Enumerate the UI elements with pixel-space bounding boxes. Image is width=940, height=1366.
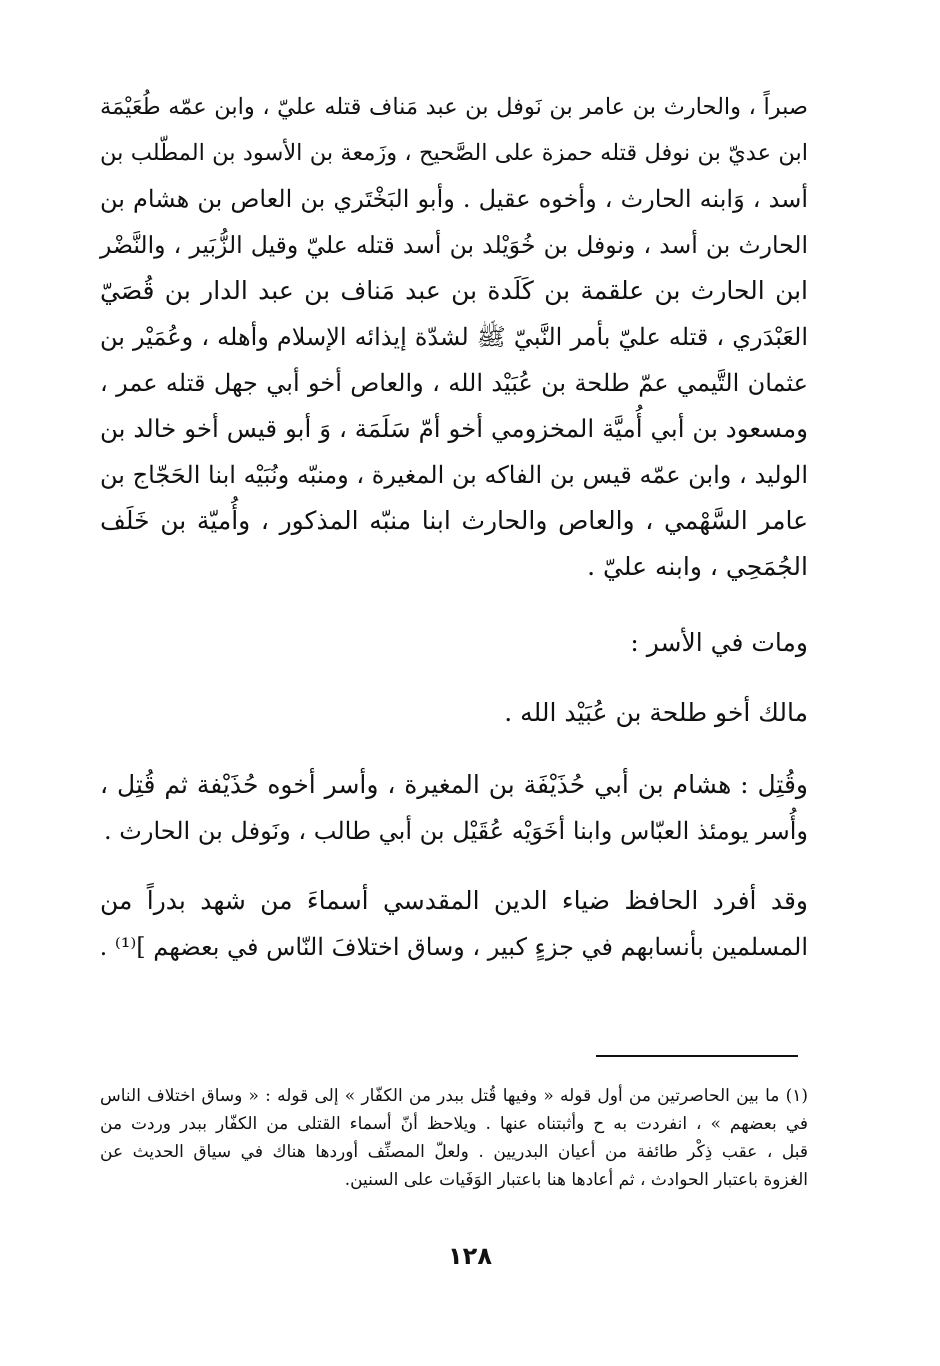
footnote-separator bbox=[596, 1055, 798, 1057]
footnote bbox=[100, 1082, 808, 1194]
text-line: ومسعود بن أبي أُميَّة المخزومي أخو أمّ سَلَمَة ، وَ أبو قيس أخو خالد بن bbox=[100, 414, 808, 443]
text-line: ابن الحارث بن علقمة بن كَلَدة بن عبد مَناف بن عبد الدار بن قُصَيّ bbox=[100, 276, 808, 305]
text-line: وقد أفرد الحافظ ضياء الدين المقدسي أسماءَ من شهد بدراً من bbox=[100, 886, 808, 915]
text-line: وقُتِل : هشام بن أبي حُذَيْفَة بن المغيرة ، وأسر أخوه حُذَيْفة ثم قُتِل ، bbox=[100, 770, 808, 799]
footnote-line: قبل ، عقب ذِكْر طائفة من أعيان البدريين . ولعلّ المصنِّف أوردها هناك في سياق الحديث عن bbox=[100, 1142, 808, 1162]
text-line: صبراً ، والحارث بن عامر بن نَوفل بن عبد مَناف قتله عليّ ، وابن عمّه طُعَيْمَة bbox=[100, 94, 809, 120]
page-number: ١٢٨ bbox=[448, 1242, 492, 1270]
text-line: عامر السَّهْمي ، والعاص والحارث ابنا منبّه المذكور ، وأُميّة بن خَلَف bbox=[100, 506, 808, 535]
text-line: ابن عديّ بن نوفل قتله حمزة على الصَّحيح ، وزَمعة بن الأسود بن المطّلب بن bbox=[100, 140, 808, 166]
text-line: الوليد ، وابن عمّه قيس بن الفاكه بن المغيرة ، ومنبّه ونُبَيْه ابنا الحَجّاج بن bbox=[100, 461, 808, 489]
text-line: عثمان التَّيمي عمّ طلحة بن عُبَيْد الله ، والعاص أخو أبي جهل قتله عمر ، bbox=[100, 369, 808, 397]
paragraph-maqdisi-note bbox=[100, 878, 808, 970]
paragraph-slain-list bbox=[100, 84, 808, 590]
text-line: الجُمَحِي ، وابنه عليّ . bbox=[587, 552, 808, 581]
paragraph-killed-and-captured bbox=[100, 762, 808, 854]
footnote-line: في بعضهم » ، انفردت به ح وأثبتناه عنها . ويلاحظ أنّ أسماء القتلى من الكفّار ببدر وردت من bbox=[100, 1114, 808, 1134]
text-line: الحارث بن أسد ، ونوفل بن خُوَيْلد بن أسد قتله عليّ وقيل الزُّبَير ، والنَّضْر bbox=[100, 231, 808, 259]
footnote-line: الغزوة باعتبار الحوادث ، ثم أعادها هنا باعتبار الوَفَيات على السنين. bbox=[344, 1170, 808, 1190]
text-line: وأُسر يومئذ العبّاس وابنا أخَوَيْه عُقَيْل بن أبي طالب ، ونَوفل بن الحارث . bbox=[104, 817, 808, 845]
text-line: المسلمين بأنسابهم في جزءٍ كبير ، وساق اختلافَ النّاس في بعضهم ]⁽¹⁾ . bbox=[99, 933, 808, 961]
text-line: العَبْدَري ، قتله عليّ بأمر النَّبيّ ﷺ لشدّة إيذائه الإسلام وأهله ، وعُمَيْر بن bbox=[100, 323, 808, 351]
paragraph-died-in-captivity-heading bbox=[100, 620, 808, 666]
text-line: ومات في الأسر : bbox=[630, 628, 808, 657]
text-line: أسد ، وَابنه الحارث ، وأخوه عقيل . وأبو البَخْتَري بن العاص بن هشام بن bbox=[100, 185, 808, 213]
text-line: مالك أخو طلحة بن عُبَيْد الله . bbox=[504, 698, 808, 727]
paragraph-died-in-captivity bbox=[100, 690, 808, 736]
footnote-line: (١) ما بين الحاصرتين من أول قوله « وفيها قُتل ببدر من الكفّار » إلى قوله : « وساق اختلاف الناس bbox=[100, 1086, 808, 1106]
